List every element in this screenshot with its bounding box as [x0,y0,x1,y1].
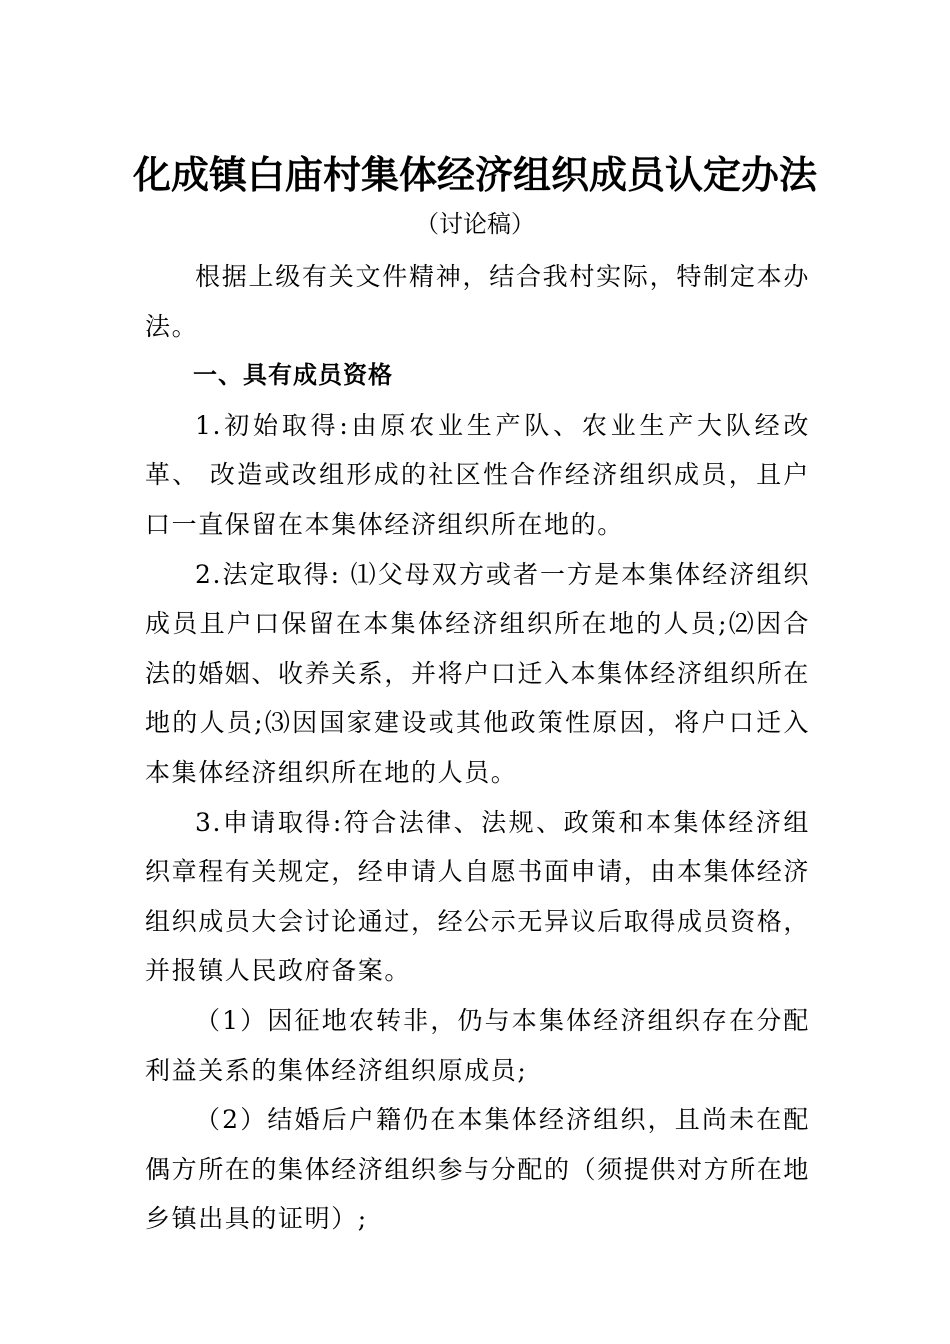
document-subtitle: （讨论稿） [415,210,535,238]
section-heading: 一、具有成员资格 [193,361,393,390]
paragraph-item-1: （1）因征地农转非，仍与本集体经济组织存在分配利益关系的集体经济组织原成员; [145,1005,810,1085]
intro-paragraph: 根据上级有关文件精神，结合我村实际，特制定本办法。 [145,262,810,341]
document-title: 化成镇白庙村集体经济组织成员认定办法 [132,152,817,197]
paragraph-initial-acquisition: 1.初始取得:由原农业生产队、农业生产大队经改革、 改造或改组形成的社区性合作经济组织成员，且户口一直保留在本集体经济组织所在地的。 [145,410,810,539]
document-body [145,252,810,1244]
paragraph-application-acquisition: 3.申请取得:符合法律、法规、政策和本集体经济组织章程有关规定，经申请人自愿书面申请，由本集体经济组织成员大会讨论通过，经公示无异议后取得成员资格，并报镇人民政府备案。 [145,807,811,986]
paragraph-legal-acquisition: 2.法定取得: ⑴父母双方或者一方是本集体经济组织成员且户口保留在本集体经济组织所在地的人员;⑵因合法的婚姻、收养关系，并将户口迁入本集体经济组织所在地的人员;⑶因国家建设或其他政策性原因，将户口迁入本集体经济组织所在地的人员。 [145,559,811,787]
paragraph-item-2: （2）结婚后户籍仍在本集体经济组织，且尚未在配偶方所在的集体经济组织参与分配的（须提供对方所在地乡镇出具的证明）; [145,1105,811,1234]
